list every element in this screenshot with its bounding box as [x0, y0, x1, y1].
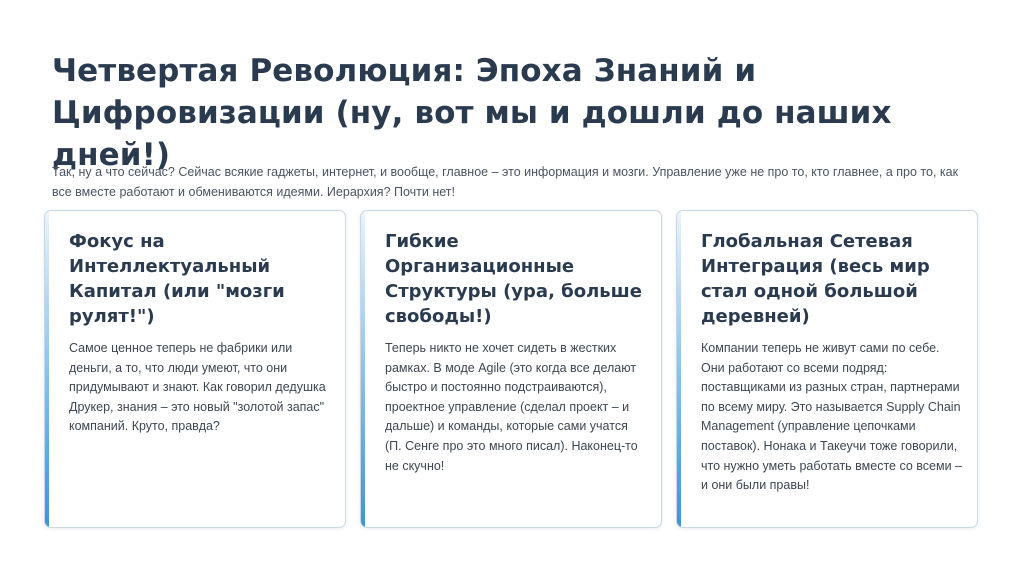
- card-accent-bar: [361, 211, 365, 527]
- card-body: Самое ценное теперь не фабрики или деньги, а то, что люди умеют, что они придумывают и знают. Как говорил дедушка Друкер, знания – это новый "золотой запас" компаний. Круто, правда?: [69, 341, 326, 434]
- card-flexible-structures: [360, 210, 662, 528]
- card-body: Компании теперь не живут сами по себе. Они работают со всеми подряд: поставщиками из разных стран, партнерами по всему миру. Это называется Supply Chain Management (управление цепочками поставок). Нонака и Такеучи тоже говорили, что нужно уметь работать вместе со всеми – и они были правы!: [701, 341, 962, 493]
- card-title: Гибкие Организационные Структуры (ура, больше свободы!): [385, 231, 642, 327]
- card-accent-bar: [45, 211, 49, 527]
- card-body: Теперь никто не хочет сидеть в жестких рамках. В моде Agile (это когда все делают быстро и постоянно подстраиваются), проектное управление (сделал проект – и дальше) и команды, которые сами учатся (П. Сенге про это много писал). Наконец-то не скучно!: [385, 341, 638, 473]
- slide-title: Четвертая Революция: Эпоха Знаний и Цифровизации (ну, вот мы и дошли до наших дней!): [52, 53, 892, 173]
- card-title: Фокус на Интеллектуальный Капитал (или "мозги рулят!"): [69, 231, 285, 327]
- card-global-network: [676, 210, 978, 528]
- slide-intro: Так, ну а что сейчас? Сейчас всякие гаджеты, интернет, и вообще, главное – это информация и мозги. Управление уже не про то, кто главнее, а про то, как все вместе работают и обмениваются идеями. Иерархия? Почти нет!: [52, 165, 959, 199]
- card-title: Глобальная Сетевая Интеграция (весь мир стал одной большой деревней): [701, 231, 930, 327]
- card-accent-bar: [677, 211, 681, 527]
- card-intellectual-capital: [44, 210, 346, 528]
